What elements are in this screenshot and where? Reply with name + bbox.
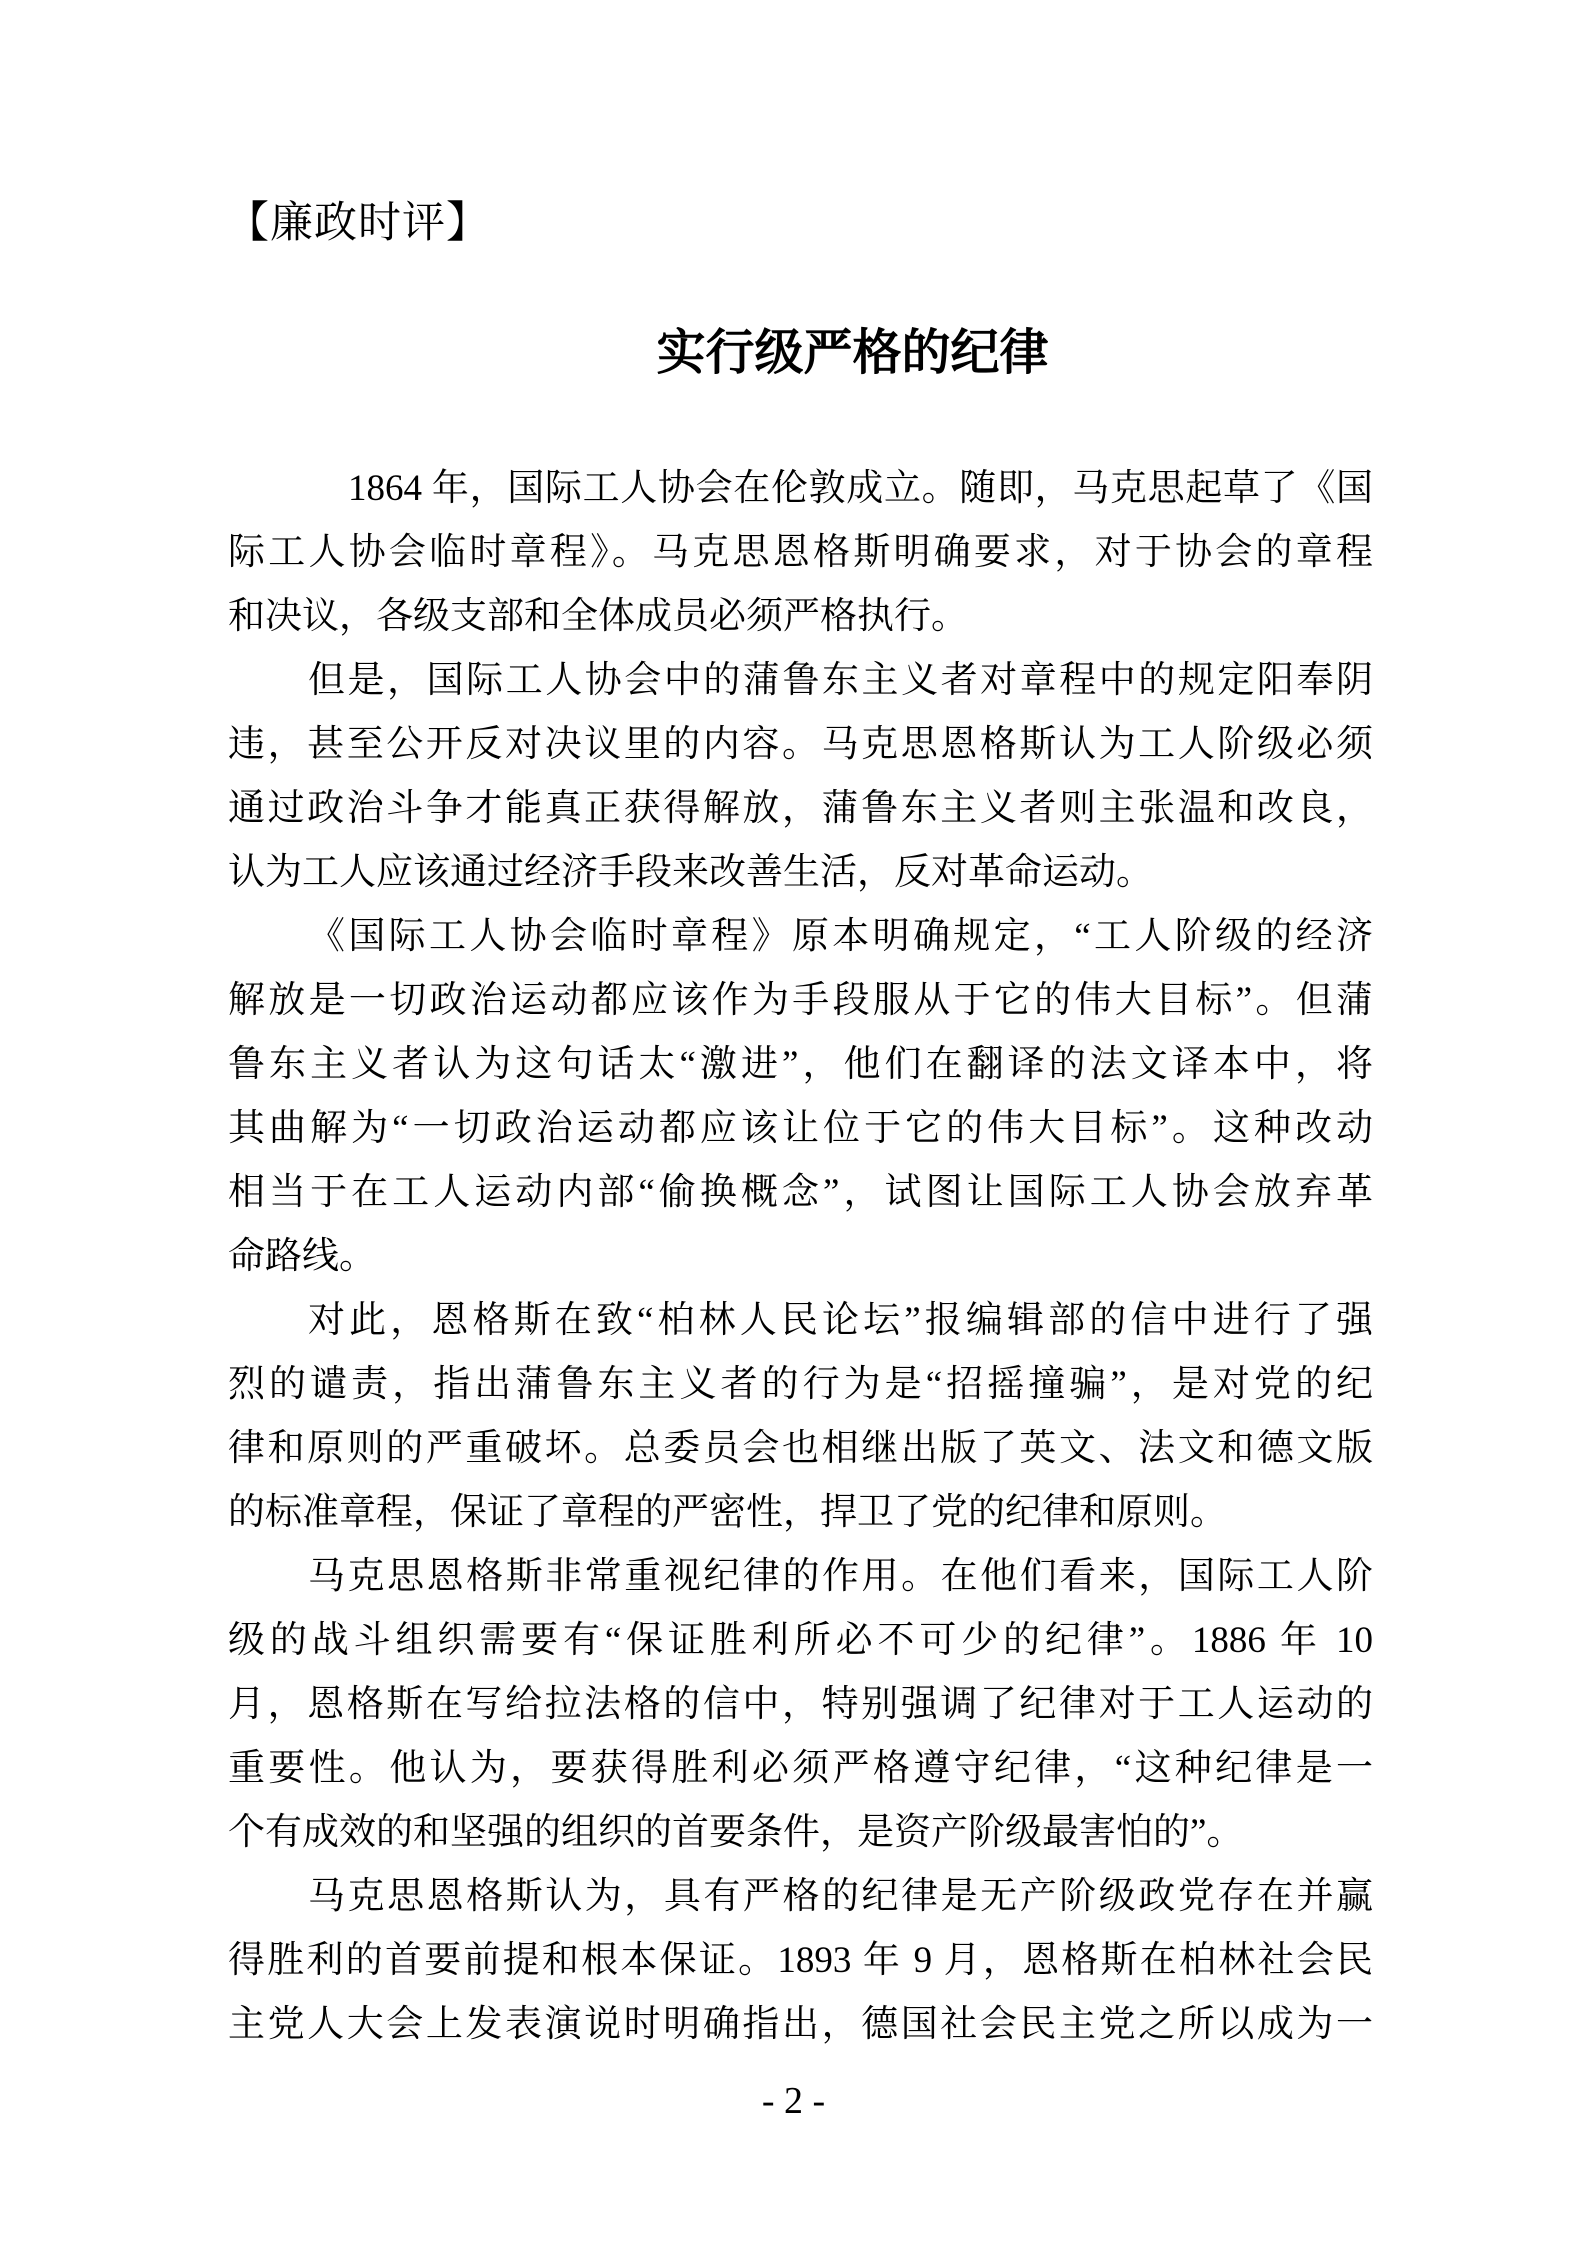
text-line: 烈的谴责，指出蒲鲁东主义者的行为是“招摇撞骗”，是对党的纪 bbox=[228, 1364, 1373, 1405]
text-line: 鲁东主义者认为这句话太“激进”，他们在翻译的法文译本中，将 bbox=[228, 1044, 1373, 1085]
text-line: 但是，国际工人协会中的蒲鲁东主义者对章程中的规定阳奉阴 bbox=[308, 660, 1373, 701]
text-line: 重要性。他认为，要获得胜利必须严格遵守纪律，“这种纪律是一 bbox=[228, 1748, 1373, 1789]
text-line: 马克思恩格斯非常重视纪律的作用。在他们看来，国际工人阶 bbox=[308, 1556, 1373, 1597]
text-line: 和决议，各级支部和全体成员必须严格执行。 bbox=[228, 596, 968, 637]
text-line: 通过政治斗争才能真正获得解放，蒲鲁东主义者则主张温和改良， bbox=[228, 788, 1373, 829]
text-line: 得胜利的首要前提和根本保证。1893 年 9 月，恩格斯在柏林社会民 bbox=[228, 1940, 1373, 1981]
text-line: 命路线。 bbox=[228, 1236, 376, 1277]
body-paragraphs bbox=[228, 457, 1373, 2057]
text-line: 对此，恩格斯在致“柏林人民论坛”报编辑部的信中进行了强 bbox=[308, 1300, 1373, 1341]
text-line: 1864 年，国际工人协会在伦敦成立。随即，马克思起草了《国 bbox=[348, 468, 1373, 509]
text-line: 马克思恩格斯认为，具有严格的纪律是无产阶级政党存在并赢 bbox=[308, 1876, 1373, 1917]
text-line: 个有成效的和坚强的组织的首要条件，是资产阶级最害怕的”。 bbox=[228, 1812, 1244, 1853]
paragraph bbox=[228, 649, 1373, 905]
paragraph bbox=[228, 1865, 1373, 2057]
text-line: 主党人大会上发表演说时明确指出，德国社会民主党之所以成为一 bbox=[228, 2004, 1373, 2045]
text-line: 月，恩格斯在写给拉法格的信中，特别强调了纪律对于工人运动的 bbox=[228, 1684, 1373, 1725]
text-line: 律和原则的严重破坏。总委员会也相继出版了英文、法文和德文版 bbox=[228, 1428, 1373, 1469]
text-line: 违，甚至公开反对决议里的内容。马克思恩格斯认为工人阶级必须 bbox=[228, 724, 1373, 765]
document-title: 实行级严格的纪律 bbox=[656, 325, 1049, 380]
text-line: 《国际工人协会临时章程》原本明确规定，“工人阶级的经济 bbox=[308, 916, 1373, 957]
text-line: 相当于在工人运动内部“偷换概念”，试图让国际工人协会放弃革 bbox=[228, 1172, 1373, 1213]
category-label: 【廉政时评】 bbox=[226, 200, 490, 247]
paragraph bbox=[228, 905, 1373, 1289]
page-number: - 2 - bbox=[761, 2080, 826, 2122]
text-line: 其曲解为“一切政治运动都应该让位于它的伟大目标”。这种改动 bbox=[228, 1108, 1373, 1149]
text-line: 解放是一切政治运动都应该作为手段服从于它的伟大目标”。但蒲 bbox=[228, 980, 1373, 1021]
paragraph bbox=[228, 1545, 1373, 1865]
text-line: 认为工人应该通过经济手段来改善生活，反对革命运动。 bbox=[228, 852, 1153, 893]
paragraph bbox=[228, 1289, 1373, 1545]
text-line: 的标准章程，保证了章程的严密性，捍卫了党的纪律和原则。 bbox=[228, 1492, 1227, 1533]
text-line: 级的战斗组织需要有“保证胜利所必不可少的纪律”。1886 年 10 bbox=[228, 1620, 1373, 1661]
paragraph bbox=[228, 457, 1373, 649]
text-line: 际工人协会临时章程》。马克思恩格斯明确要求，对于协会的章程 bbox=[228, 532, 1373, 573]
